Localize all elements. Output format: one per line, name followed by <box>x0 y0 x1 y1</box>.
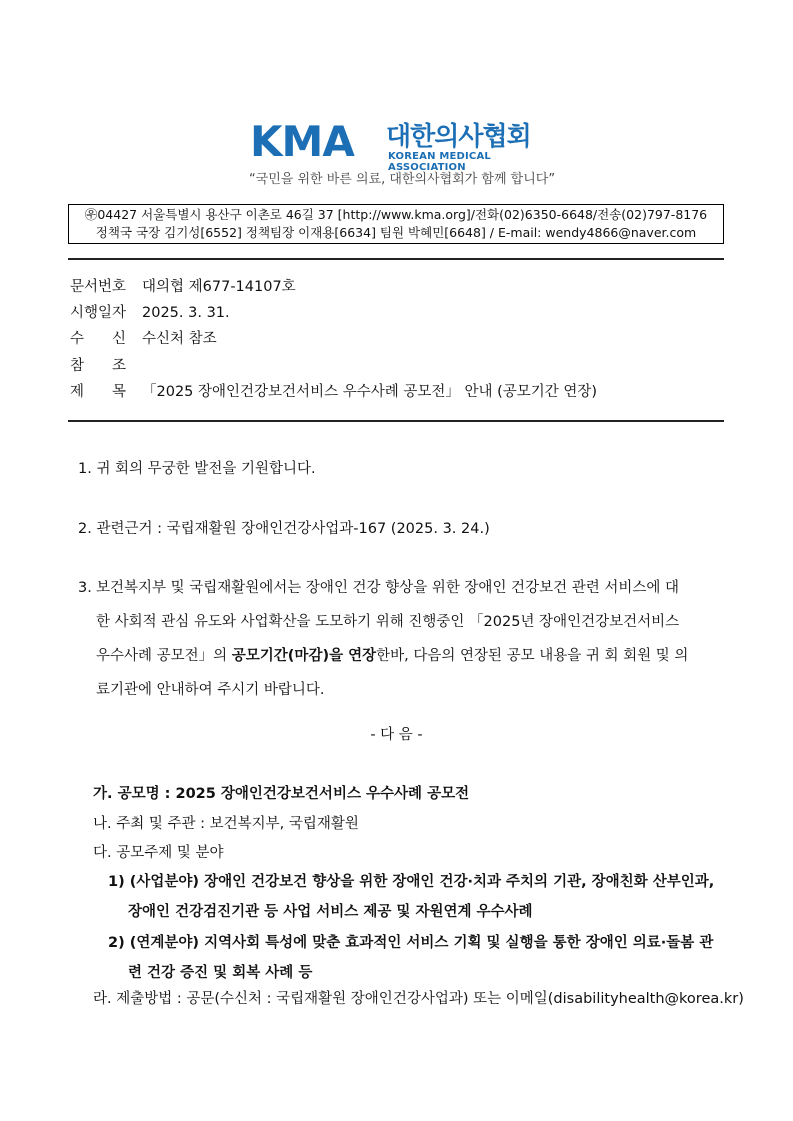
doc-number-row <box>70 276 296 298</box>
date-row <box>70 302 230 324</box>
reference-row <box>70 355 142 377</box>
meta-divider <box>68 420 724 422</box>
paragraph-3-line: 한 사회적 관심 유도와 사업확산을 도모하기 위해 진행중인 「2025년 장애인건강보건서비스 <box>96 614 680 630</box>
item-ra: 라. 제출방법 : 공문(수신처 : 국립재활원 장애인건강사업과) 또는 이메일(disabilityhealth@korea.kr) <box>93 991 744 1007</box>
logo-letters: KMA <box>250 117 354 166</box>
issue-date: 2025. 3. 31. <box>142 305 230 321</box>
recipient: 수신처 참조 <box>142 331 217 347</box>
paragraph-2: 2. 관련근거 : 국립재활원 장애인건강사업과-167 (2025. 3. 24.) <box>78 521 490 537</box>
item-da-2: 2) (연계분야) 지역사회 특성에 맞춘 효과적인 서비스 기획 및 실행을 통한 장애인 의료·돌봄 관 련 건강 증진 및 회복 사례 등 <box>108 935 714 981</box>
slogan: “국민을 위한 바른 의료, 대한의사협회가 함께 합니다” <box>248 172 556 187</box>
subject: 「2025 장애인건강보건서비스 우수사례 공모전」 안내 (공모기간 연장) <box>142 384 598 400</box>
subject-row <box>70 381 597 403</box>
paragraph-3 <box>78 571 728 707</box>
paragraph-3-line: 우수사례 공모전」의 공모기간(마감)을 연장한바, 다음의 연장된 공모 내용을 귀 회 회원 및 의 <box>96 648 689 664</box>
item-da-1: 1) (사업분야) 장애인 건강보건 향상을 위한 장애인 건강·치과 주치의 기관, 장애친화 산부인과, 장애인 건강검진기관 등 사업 서비스 제공 및 자원연계 우수사례 <box>108 874 715 920</box>
subject-label: 제 목 <box>70 384 126 400</box>
paragraph-3-line: 료기관에 안내하여 주시기 바랍니다. <box>96 682 325 698</box>
reference-label: 참 조 <box>70 358 126 374</box>
extension-highlight: 공모기간(마감)을 연장 <box>231 648 377 664</box>
recipient-label: 수 신 <box>70 331 126 347</box>
address-box <box>68 204 724 244</box>
contact-line: 정책국 국장 김기성[6552] 정책팀장 이재용[6634] 팀원 박혜민[6648] / E-mail: wendy4866@naver.com <box>95 225 697 240</box>
item-da: 다. 공모주제 및 분야 <box>93 845 224 861</box>
item-na: 나. 주최 및 주관 : 보건복지부, 국립재활원 <box>93 816 359 832</box>
recipient-row <box>70 328 217 350</box>
item-ga: 가. 공모명 : 2025 장애인건강보건서비스 우수사례 공모전 <box>93 786 470 802</box>
doc-number-label: 문서번호 <box>70 279 127 295</box>
paragraph-1: 1. 귀 회의 무궁한 발전을 기원합니다. <box>78 461 316 477</box>
address-line: ㉾04427 서울특별시 용산구 이촌로 46길 37 [http://www.kma.org]/전화(02)6350-6648/전송(02)797-8176 <box>84 207 708 222</box>
logo-korean-name: 대한의사협회 <box>386 122 531 152</box>
da-eum-heading: - 다 음 - <box>370 727 423 743</box>
logo-english-name: KOREAN MEDICAL ASSOCIATION <box>388 151 491 173</box>
date-label: 시행일자 <box>70 305 127 321</box>
doc-number: 대의협 제677-14107호 <box>142 279 296 295</box>
paragraph-3-line: 보건복지부 및 국립재활원에서는 장애인 건강 향상을 위한 장애인 건강보건 관련 서비스에 대 <box>96 580 679 596</box>
paragraph-3-number: 3. <box>78 580 92 596</box>
top-divider <box>68 258 724 260</box>
